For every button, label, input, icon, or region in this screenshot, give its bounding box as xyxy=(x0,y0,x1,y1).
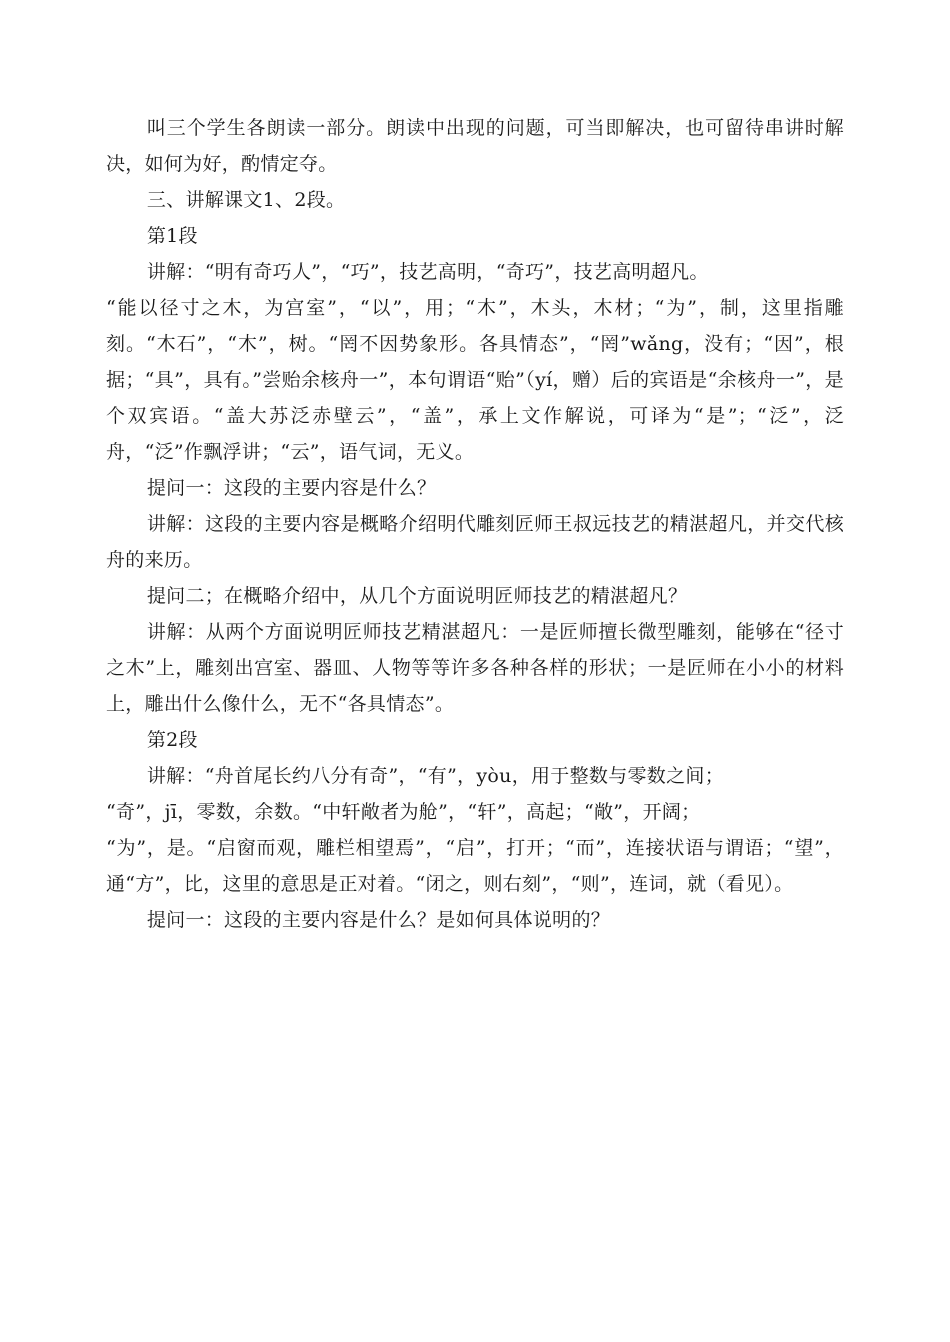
section-heading-3: 三、讲解课文1、2段。 xyxy=(146,189,346,211)
explanation-2-line-3: “为”，是。“启窗而观，雕栏相望焉”，“启”，打开；“而”，连接状语与谓语；“望”，通“方”，比，这里的意思是正对着。“闭之，则右刻”，“则”，连词，就（看见）。 xyxy=(106,837,844,895)
question-1: 提问一：这段的主要内容是什么？ xyxy=(146,477,437,499)
answer-1: 讲解：这段的主要内容是概略介绍明代雕刻匠师王叔远技艺的精湛超凡，并交代核舟的来历。 xyxy=(106,513,844,571)
question-3: 提问一：这段的主要内容是什么？是如何具体说明的？ xyxy=(146,909,611,931)
explanation-2-line-2: “奇”，jī，零数，余数。“中轩敞者为舱”，“轩”，高起；“敞”，开阔； xyxy=(106,801,701,823)
explanation-1-continued: “能以径寸之木，为宫室”，“以”，用；“木”，木头，木材；“为”，制，这里指雕刻。“木石”，“木”，树。“罔不因势象形。各具情态”，“罔”wǎng，没有；“因”，根据；“具”，具有。”尝贻余核舟一”，本句谓语“贻”（yí，赠）后的宾语是“余核舟一”，是个双宾语。“盖大苏泛赤壁云”，“盖”，承上文作解说，可译为“是”；“泛”，泛舟，“泛”作飘浮讲；“云”，语气词，无义。 xyxy=(106,297,844,463)
paragraph-1: 叫三个学生各朗读一部分。朗读中出现的问题，可当即解决，也可留待串讲时解决，如何为好，酌情定夺。 xyxy=(106,117,844,175)
question-2: 提问二；在概略介绍中，从几个方面说明匠师技艺的精湛超凡？ xyxy=(146,585,688,607)
explanation-1: 讲解：“明有奇巧人”，“巧”，技艺高明，“奇巧”，技艺高明超凡。 xyxy=(146,261,709,283)
paragraph-heading-1: 第1段 xyxy=(146,225,198,247)
paragraph-heading-2: 第2段 xyxy=(146,729,198,751)
explanation-2: 讲解：“舟首尾长约八分有奇”，“有”，yòu，用于整数与零数之间； xyxy=(146,765,725,787)
document-page xyxy=(106,110,844,938)
answer-2: 讲解：从两个方面说明匠师技艺精湛超凡：一是匠师擅长微型雕刻，能够在“径寸之木”上，雕刻出宫室、器皿、人物等等许多各种各样的形状；一是匠师在小小的材料上，雕出什么像什么，无不“各具情态”。 xyxy=(106,621,844,715)
